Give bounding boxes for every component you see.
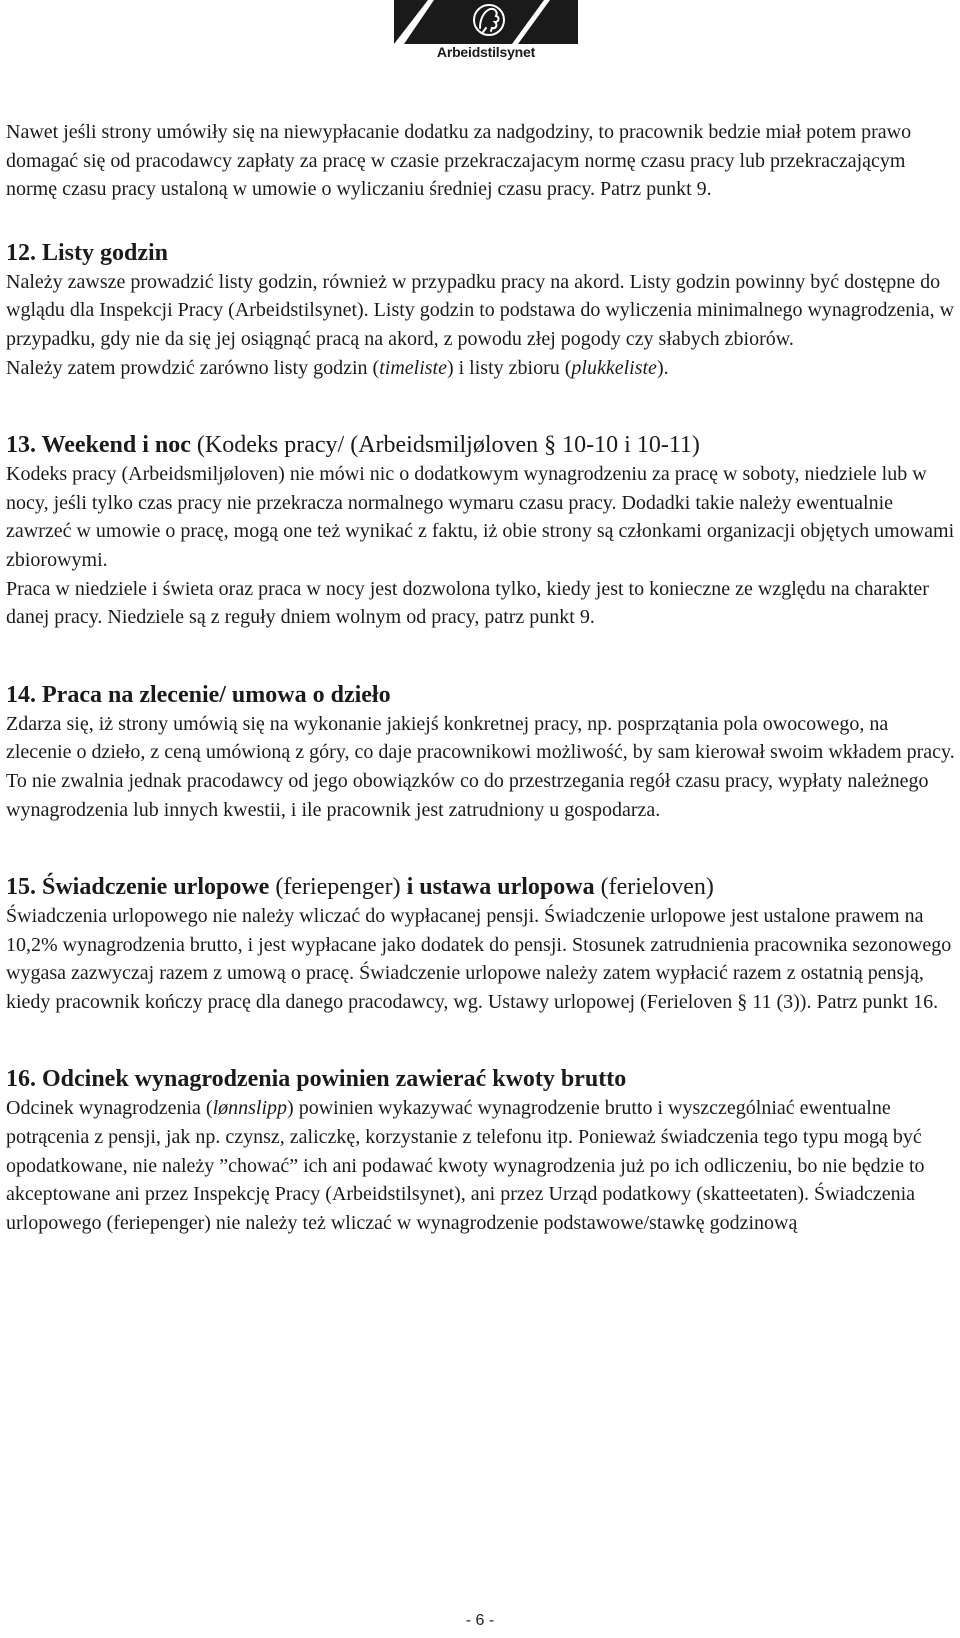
section-12-paragraph-2: Należy zatem prowdzić zarówno listy godzin (timeliste) i listy zbioru (plukkeliste).	[6, 356, 669, 379]
section-14-heading: 14. Praca na zlecenie/ umowa o dzieło	[6, 681, 391, 708]
section-13-paragraph-2: Praca w niedziele i świeta oraz praca w nocy jest dozwolona tylko, kiedy jest to konieczne ze względu na charakter danej pracy. Niedziele są z reguły dniem wolnym od pracy, patrz punkt 9.	[6, 577, 929, 629]
logo-text: Arbeidstilsynet	[436, 44, 536, 60]
section-15-paragraph-1: Świadczenia urlopowego nie należy wliczać do wypłacanej pensji. Świadczenie urlopowe jest ustalone prawem na 10,2% wynagrodzenia brutto, i jest wypłacane jako dodatek do pensji. Stosunek zatrudnienia pracownika sezonowego wygasa zazwyczaj razem z umową o pracę. Świadczenie urlopowe należy zatem wypłacić razem z ostatnią pensją, kiedy pracownik kończy pracę dla danego pracodawcy, wg. Ustawy urlopowej (Ferieloven § 11 (3)). Patrz punkt 16.	[6, 905, 952, 1013]
section-14-paragraph-1: Zdarza się, iż strony umówią się na wykonanie jakiejś konkretnej pracy, np. posprzątania pola owocowego, na zlecenie o dzieło, z ceną umówioną z góry, co daje pracownikowi możliwość, by sam kierował swoim wkładem pracy. To nie zwalnia jednak pracodawcy od jego obowiązków co do przestrzegania regół czasu pracy, wypłaty należnego wynagrodzenia lub innych kwestii, i ile pracownik jest zatrudniony u gospodarza.	[6, 712, 955, 821]
section-16-heading: 16. Odcinek wynagrodzenia powinien zawierać kwoty brutto	[6, 1066, 627, 1093]
section-12-paragraph-1: Należy zawsze prowadzić listy godzin, również w przypadku pracy na akord. Listy godzin powinny być dostępne do wglądu dla Inspekcji Pracy (Arbeidstilsynet). Listy godzin to podstawa do wyliczenia minimalnego wynagrodzenia, w przypadku, gdy nie da się jej osiągnąć pracą na akord, z powodu złej pogody czy słabych zbiorów.	[6, 270, 955, 350]
page-number: - 6 -	[465, 1612, 495, 1629]
section-13-paragraph-1: Kodeks pracy (Arbeidsmiljøloven) nie mówi nic o dodatkowym wynagrodzeniu za pracę w soboty, niedziele lub w nocy, jeśli tylko czas pracy nie przekracza normalnego wymaru czasu pracy. Dodadki takie należy ewentualnie zawrzeć w umowie o pracę, mogą one też wynikać z faktu, iż obie strony są członkami organizacji objętych umowami zbiorowymi.	[6, 463, 955, 571]
section-12-heading: 12. Listy godzin	[6, 239, 169, 266]
document-body	[6, 118, 956, 1237]
arbeidstilsynet-logo	[394, 0, 578, 66]
section-15-heading: 15. Świadczenie urlopowe (feriepenger) i ustawa urlopowa (ferieloven)	[6, 874, 714, 901]
section-13-heading: 13. Weekend i noc (Kodeks pracy/ (Arbeidsmiljøloven § 10-10 i 10-11)	[6, 432, 700, 459]
lion-emblem-icon	[394, 0, 578, 46]
intro-paragraph: Nawet jeśli strony umówiły się na niewypłacanie dodatku za nadgodziny, to pracownik bedzie miał potem prawo domagać się od pracodawcy zapłaty za pracę w czasie przekraczajacym normę czasu pracy lub przekraczającym normę czasu pracy ustaloną w umowie o wyliczaniu średniej czasu pracy. Patrz punkt 9.	[6, 121, 912, 201]
section-16-paragraph-1: Odcinek wynagrodzenia (lønnslipp) powinien wykazywać wynagrodzenie brutto i wyszczególniać ewentualne potrącenia z pensji, jak np. czynsz, zaliczkę, korzystanie z telefonu itp. Ponieważ świadczenia tego typu mogą być opodatkowane, nie należy ”chować” ich ani podawać kwoty wynagrodzenia już po ich odliczeniu, bo nie będzie to akceptowane ani przez Inspekcję Pracy (Arbeidstilsynet), ani przez Urząd podatkowy (skatteetaten). Świadczenia urlopowego (feriepenger) nie należy też wliczać w wynagrodzenie podstawowe/stawkę godzinową	[6, 1097, 925, 1234]
